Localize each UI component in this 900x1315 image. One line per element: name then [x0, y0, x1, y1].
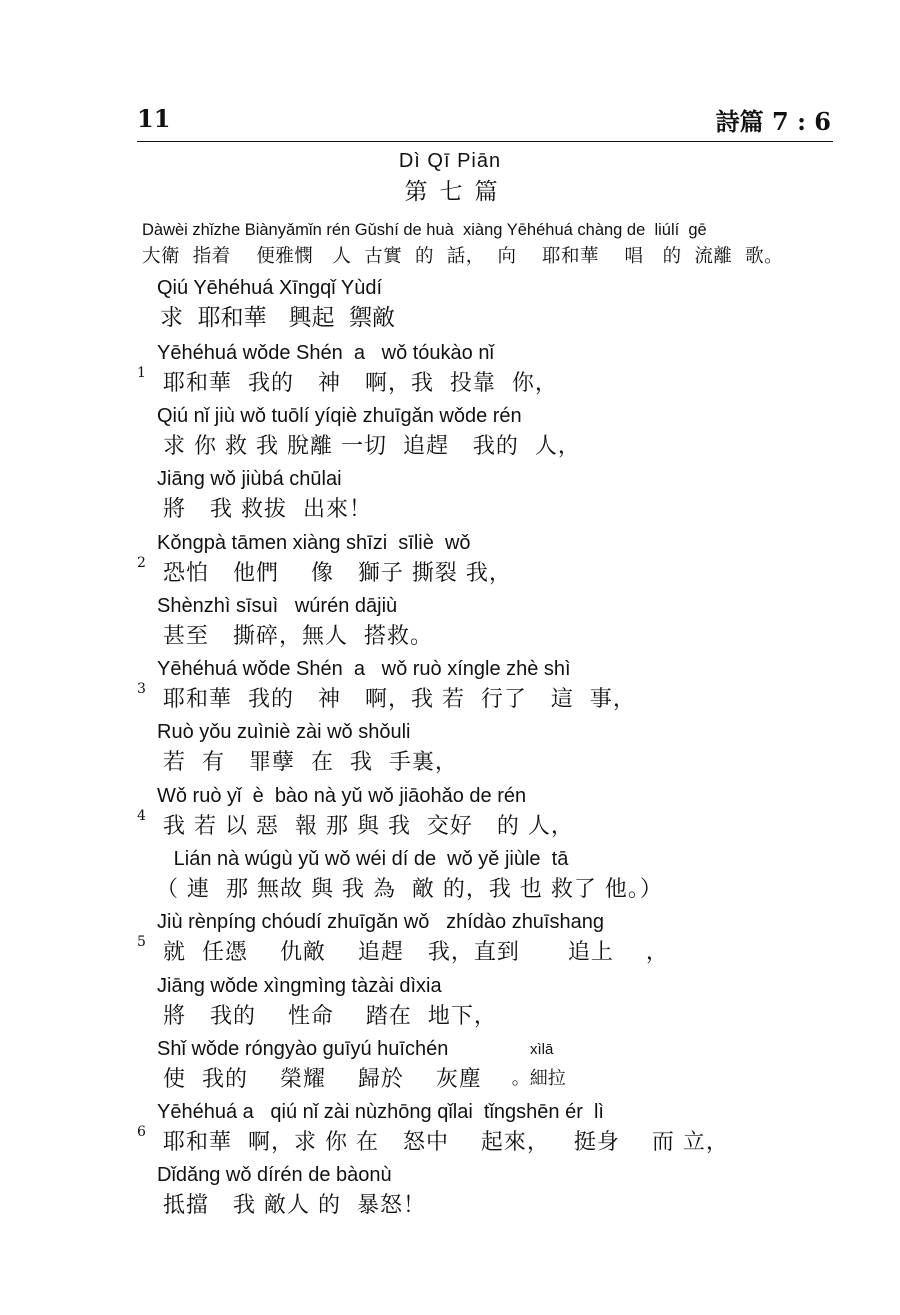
verse-pinyin: Shǐ wǒde róngyào guīyú huīchén — [157, 1038, 449, 1060]
verse-pinyin: Ruò yǒu zuìniè zài wǒ shǒuli — [157, 721, 411, 743]
chapter-title-pinyin: Dì Qī Piān — [398, 150, 502, 172]
verse-number: 5 — [137, 934, 146, 950]
verse-line — [0, 1101, 900, 1161]
verse-line — [0, 532, 900, 592]
verse-line — [0, 911, 900, 971]
verse-line — [0, 1038, 900, 1098]
verse-chinese: 將 我 救拔 出來！ — [163, 497, 372, 522]
page-number: 11 — [137, 104, 171, 133]
subtitle-chinese: 求 耶和華 興起 禦敵 — [160, 305, 396, 331]
verse-pinyin: Shènzhì sīsuì wúrén dājiù — [157, 595, 398, 617]
verse-number: 2 — [137, 555, 146, 571]
page-header — [137, 104, 831, 142]
verse-number: 3 — [137, 681, 146, 697]
verse-pinyin: Qiú nǐ jiù wǒ tuōlí yíqiè zhuīgǎn wǒde rén — [157, 405, 522, 427]
verse-line — [0, 848, 900, 908]
verse-chinese: 就 任憑 仇敵 追趕 我，直到 追上 ， — [163, 940, 669, 965]
verse-line — [0, 658, 900, 718]
verse-chinese: 將 我的 性命 踏在 地下， — [163, 1004, 497, 1029]
verse-number: 1 — [137, 365, 146, 381]
verse-pinyin: Jiāng wǒde xìngmìng tàzài dìxia — [157, 975, 442, 997]
verse-chinese: 求 你 救 我 脫離 一切 追趕 我的 人， — [163, 434, 581, 459]
verse-number: 4 — [137, 808, 146, 824]
verse-chinese: 耶和華 啊，求 你 在 怒中 起來， 挺身 而 立， — [163, 1130, 729, 1155]
verse-chinese: 若 有 罪孽 在 我 手裏， — [163, 750, 458, 775]
selah-chinese: 。細拉 — [506, 1068, 566, 1089]
verse-pinyin: Dǐdǎng wǒ dírén de bàonù — [157, 1164, 392, 1186]
verse-pinyin: Jiù rènpíng chóudí zhuīgǎn wǒ zhídào zhuīshang — [157, 911, 604, 933]
running-head: 詩篇 7 : 6 — [715, 107, 831, 136]
verse-line — [0, 785, 900, 845]
verse-line — [0, 405, 900, 465]
superscription-pinyin: Dàwèi zhǐzhe Biànyǎmǐn rén Gǔshí de huà xiàng Yēhéhuá chàng de liúlí gē — [142, 221, 707, 239]
verse-pinyin: Yēhéhuá wǒde Shén a wǒ ruò xíngle zhè shì — [157, 658, 571, 680]
verse-line — [0, 342, 900, 402]
verse-chinese: 使 我的 榮耀 歸於 灰塵 — [163, 1067, 482, 1092]
verse-pinyin: Yēhéhuá wǒde Shén a wǒ tóukào nǐ — [157, 342, 494, 364]
verse-chinese: 我 若 以 惡 報 那 與 我 交好 的 人， — [163, 814, 574, 839]
verse-number: 6 — [137, 1124, 146, 1140]
verse-chinese: 耶和華 我的 神 啊，我 投靠 你， — [163, 371, 558, 396]
chapter-title-chinese: 第七篇 — [404, 179, 510, 205]
verse-chinese: （ 連 那 無故 與 我 為 敵 的，我 也 救了 他。） — [156, 877, 663, 902]
verse-pinyin: Yēhéhuá a qiú nǐ zài nùzhōng qǐlai tǐngshēn ér lì — [157, 1101, 604, 1123]
subtitle-pinyin: Qiú Yēhéhuá Xīngqǐ Yùdí — [157, 277, 382, 299]
verse-line — [0, 1164, 900, 1224]
verse-line — [0, 975, 900, 1035]
verse-pinyin: Lián nà wúgù yǔ wǒ wéi dí de wǒ yě jiùle tā — [157, 848, 569, 870]
verse-chinese: 甚至 撕碎，無人 搭救。 — [163, 624, 433, 649]
verse-line — [0, 595, 900, 655]
selah-pinyin: xìlā — [530, 1041, 554, 1058]
header-rule — [137, 141, 833, 142]
verse-line — [0, 468, 900, 528]
verse-line — [0, 721, 900, 781]
verse-pinyin: Jiāng wǒ jiùbá chūlai — [157, 468, 342, 490]
verse-pinyin: Kǒngpà tāmen xiàng shīzi sīliè wǒ — [157, 532, 471, 554]
verse-chinese: 抵擋 我 敵人 的 暴怒！ — [163, 1193, 426, 1218]
verse-chinese: 耶和華 我的 神 啊，我 若 行了 這 事， — [163, 687, 636, 712]
superscription-chinese: 大衛 指着 便雅憫 人 古實 的 話， 向 耶和華 唱 的 流離 歌。 — [142, 246, 784, 267]
verse-chinese: 恐怕 他們 像 獅子 撕裂 我， — [163, 561, 512, 586]
verse-pinyin: Wǒ ruò yǐ è bào nà yǔ wǒ jiāohǎo de rén — [157, 785, 527, 807]
